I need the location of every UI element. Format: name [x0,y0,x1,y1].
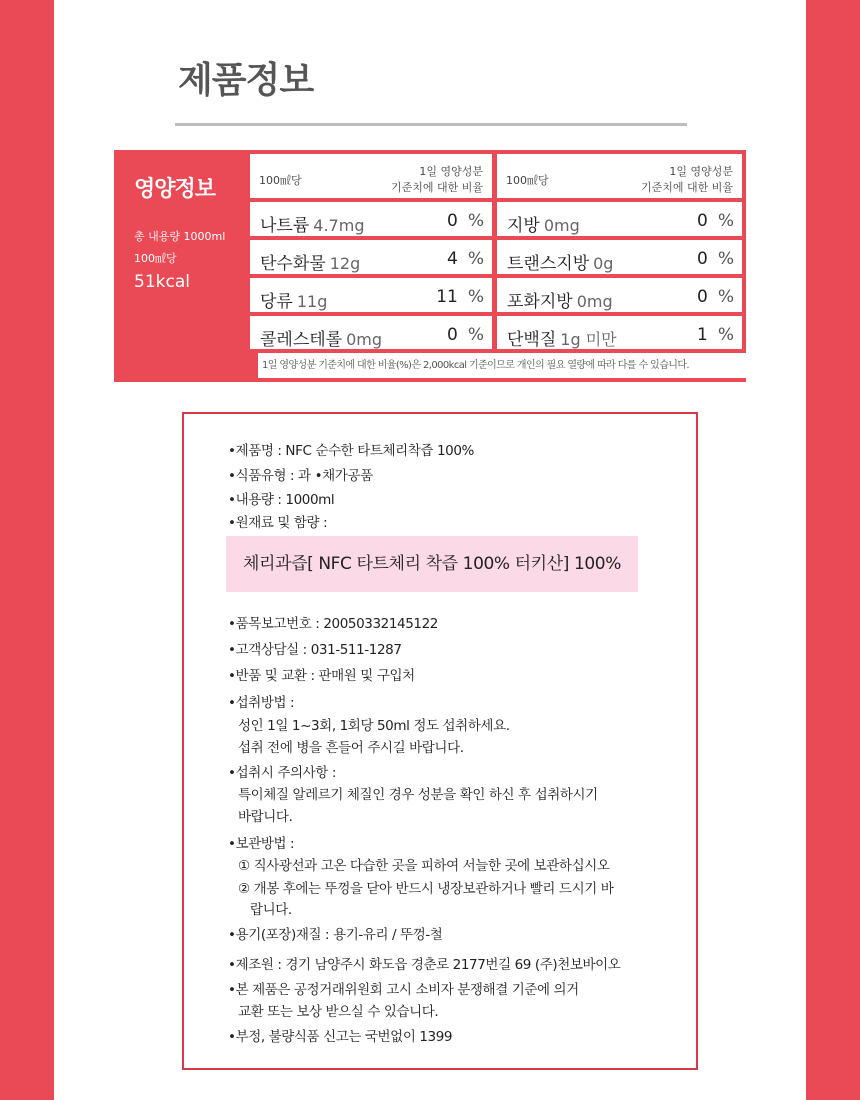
nutrient-row [250,278,492,312]
customer-center: •고객상담실 : 031-511-1287 [228,642,402,658]
caution-line-1: 특이체질 알레르기 체질인 경우 성분을 확인 하신 후 섭취하시기 [238,787,598,803]
nutrition-header-left [250,154,492,198]
nutrient-pct: 4 [447,249,458,269]
percent-sign: % [717,287,734,307]
notice-line-1: •본 제품은 공정거래위원회 고시 소비자 분쟁해결 기준에 의거 [228,982,579,998]
nutrient-pct: 1 [697,325,708,345]
nutrient-amount: 0mg [543,216,580,235]
nutrient-row [250,202,492,236]
title-divider [175,123,687,126]
nutrient-name: 나트륨 [260,216,310,236]
nutrient-row [497,240,742,274]
nutrient-amount: 11g [296,292,328,311]
nutrient-name: 당류 [260,292,293,312]
report-hotline: •부정, 불량식품 신고는 국번없이 1399 [228,1029,453,1045]
percent-sign: % [467,287,484,307]
header-ratio-line1: 1일 영양성분 [669,165,733,178]
percent-sign: % [717,211,734,231]
intake-line-2: 섭취 전에 병을 흔들어 주시길 바랍니다. [238,740,464,756]
nutrition-header-right [497,154,742,198]
product-name: •제품명 : NFC 순수한 타트체리착즙 100% [228,443,474,459]
percent-sign: % [717,325,734,345]
percent-sign: % [467,211,484,231]
storage-line-1: ① 직사광선과 고온 다습한 곳을 피하여 서늘한 곳에 보관하십시오 [238,858,610,874]
food-type: •식품유형 : 과 •채가공품 [228,468,373,484]
volume: •내용량 : 1000ml [228,492,335,508]
nutrition-panel [114,150,746,382]
page-title: 제품정보 [178,60,314,101]
header-ratio-line2: 기준치에 대한 비율 [390,181,483,194]
nutrition-footnote: 1일 영양성분 기준치에 대한 비율(%)은 2,000kcal 기준이므로 개인의 필요 열량에 따라 다를 수 있습니다. [258,353,746,378]
percent-sign: % [467,249,484,269]
nutrient-amount: 12g [329,254,361,273]
product-info-box [182,412,698,1070]
intake-line-1: 성인 1일 1~3회, 1회당 50ml 정도 섭취하세요. [238,718,510,734]
header-ratio [641,164,733,196]
nutrient-amount: 4.7mg [313,216,365,235]
nutrient-row [497,202,742,236]
per-unit: 100㎖당 [134,252,177,265]
header-ratio-line2: 기준치에 대한 비율 [640,181,733,194]
calories: 51kcal [134,272,190,292]
nutrient-pct: 0 [697,249,708,269]
header-ratio-line1: 1일 영양성분 [419,165,483,178]
caution-line-2: 바랍니다. [238,809,293,825]
percent-sign: % [467,325,484,345]
returns-info: •반품 및 교환 : 판매원 및 구입처 [228,668,415,684]
nutrient-row [497,316,742,349]
nutrient-name: 트랜스지방 [507,254,590,274]
nutrient-amount: 1g 미만 [560,330,617,349]
ingredients-label: •원재료 및 함량 : [228,515,328,531]
nutrition-summary [114,150,248,382]
caution-label: •섭취시 주의사항 : [228,765,336,781]
nutrient-pct: 11 [436,287,458,307]
notice-line-2: 교환 또는 보상 받으실 수 있습니다. [238,1004,439,1020]
nutrient-amount: 0mg [576,292,613,311]
nutrient-pct: 0 [447,211,458,231]
nutrient-pct: 0 [447,325,458,345]
nutrient-pct: 0 [697,287,708,307]
manufacturer: •제조원 : 경기 남양주시 화도읍 경춘로 2177번길 69 (주)천보바이오 [228,957,621,973]
percent-sign: % [717,249,734,269]
header-per: 100㎖당 [259,174,302,187]
storage-label: •보관방법 : [228,836,295,852]
nutrient-name: 탄수화물 [260,254,326,274]
total-content: 총 내용량 1000ml [134,230,226,243]
nutrient-amount: 0mg [346,330,383,349]
nutrient-pct: 0 [697,211,708,231]
header-per: 100㎖당 [506,174,549,187]
intake-label: •섭취방법 : [228,695,295,711]
nutrient-name: 단백질 [507,330,557,350]
ingredients-highlight: 체리과즙[ NFC 타트체리 착즙 100% 터키산] 100% [226,536,638,592]
nutrient-row [497,278,742,312]
report-number: •품목보고번호 : 20050332145122 [228,616,438,632]
nutrient-name: 지방 [507,216,540,236]
nutrient-name: 콜레스테롤 [260,330,343,350]
nutrient-row [250,240,492,274]
nutrition-heading: 영양정보 [134,177,216,202]
nutrient-name: 포화지방 [507,292,573,312]
right-accent-bar [806,0,860,1100]
storage-line-2: ② 개봉 후에는 뚜껑을 닫아 반드시 냉장보관하거나 빨리 드시기 바 [238,881,614,897]
nutrient-amount: 0g [593,254,614,273]
header-ratio [391,164,483,196]
nutrient-row [250,316,492,349]
storage-line-3: 랍니다. [250,902,292,918]
left-accent-bar [0,0,54,1100]
packaging-material: •용기(포장)재질 : 용기-유리 / 뚜껑-철 [228,927,443,943]
